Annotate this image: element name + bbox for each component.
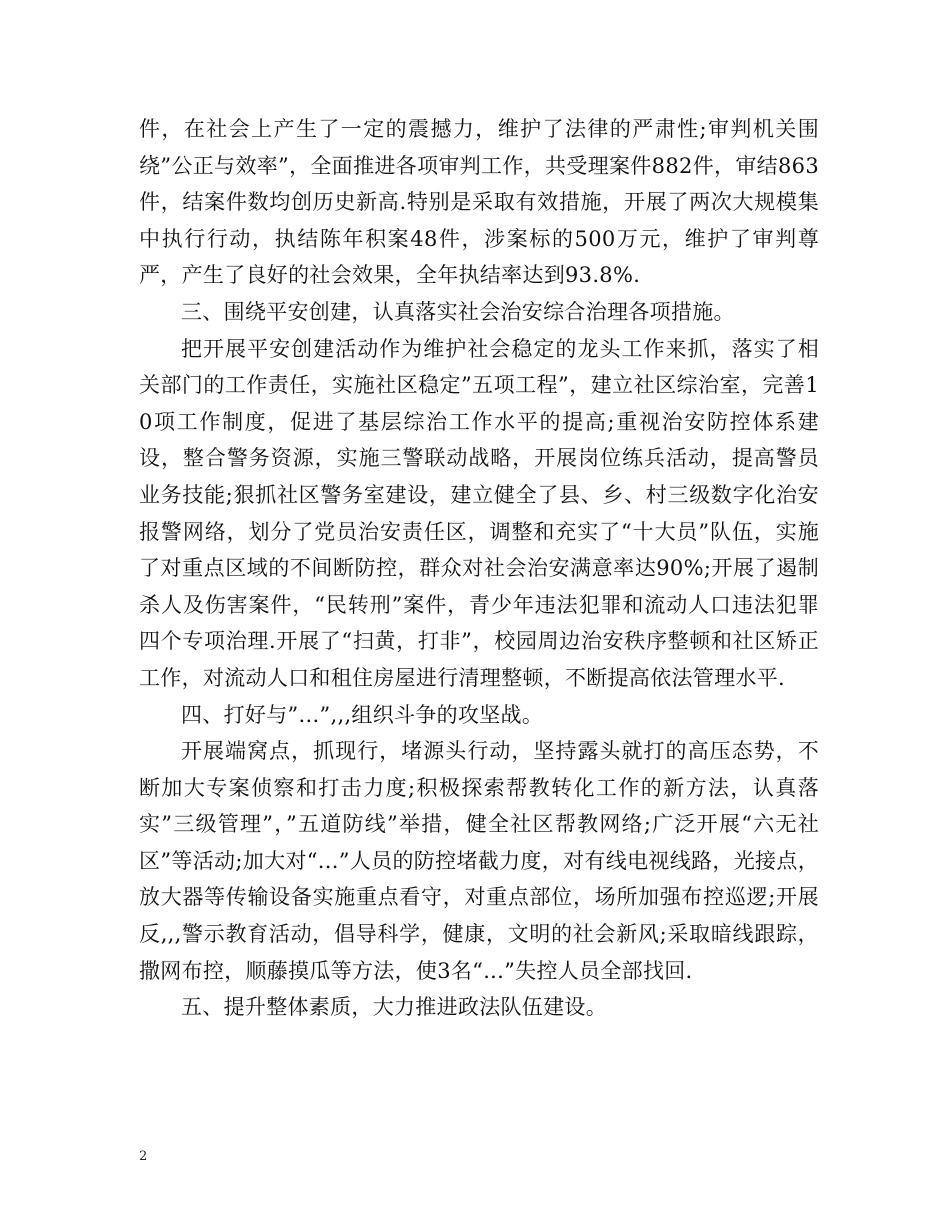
section-heading-3: 三、围绕平安创建，认真落实社会治安综合治理各项措施。 xyxy=(181,299,735,324)
paragraph-continuation: 件，在社会上产生了一定的震撼力，维护了法律的严肃性;审判机关围绕”公正与效率”，全面推进各项审判工作，共受理案件882件，审结863件，结案件数均创历史新高.特别是采取有效措施，开展了两次大规模集中执行行动，执结陈年积案48件，涉案标的500万元，维护了审判尊严，产生了良好的社会效果，全年执结率达到93.8%. xyxy=(139,117,819,288)
paragraph-section-3: 把开展平安创建活动作为维护社会稳定的龙头工作来抓，落实了相关部门的工作责任，实施社区稳定”五项工程”，建立社区综治室，完善10项工作制度，促进了基层综治工作水平的提高;重视治安防控体系建设，整合警务资源，实施三警联动战略，开展岗位练兵活动，提高警员业务技能;狠抓社区警务室建设，建立健全了县、乡、村三级数字化治安报警网络，划分了党员治安责任区，调整和充实了“十大员”队伍，实施了对重点区域的不间断防控，群众对社会治安满意率达90%;开展了遏制杀人及伤害案件，“民转刑”案件，青少年违法犯罪和流动人口违法犯罪四个专项治理.开展了“扫黄，打非”，校园周边治安秩序整顿和社区矫正工作，对流动人口和租住房屋进行清理整顿，不断提高依法管理水平. xyxy=(139,336,819,690)
page-number: 2 xyxy=(139,1149,148,1164)
paragraph-section-4: 开展端窝点，抓现行，堵源头行动，坚持露头就打的高压态势，不断加大专案侦察和打击力度;积极探索帮教转化工作的新方法，认真落实”三级管理”，”五道防线”举措，健全社区帮教网络;广泛开展“六无社区”等活动;加大对“...”人员的防控堵截力度，对有线电视线路，光接点，放大器等传输设备实施重点看守，对重点部位，场所加强布控巡逻;开展反,,,警示教育活动，倡导科学，健康，文明的社会新风;采取暗线跟踪，撒网布控，顺藤摸瓜等方法，使3名“...”失控人员全部找回. xyxy=(139,739,819,983)
section-heading-5: 五、提升整体素质，大力推进政法队伍建设。 xyxy=(181,995,607,1020)
section-heading-4: 四、打好与”...”,,,组织斗争的攻坚战。 xyxy=(181,702,544,727)
body-text xyxy=(139,111,819,1026)
